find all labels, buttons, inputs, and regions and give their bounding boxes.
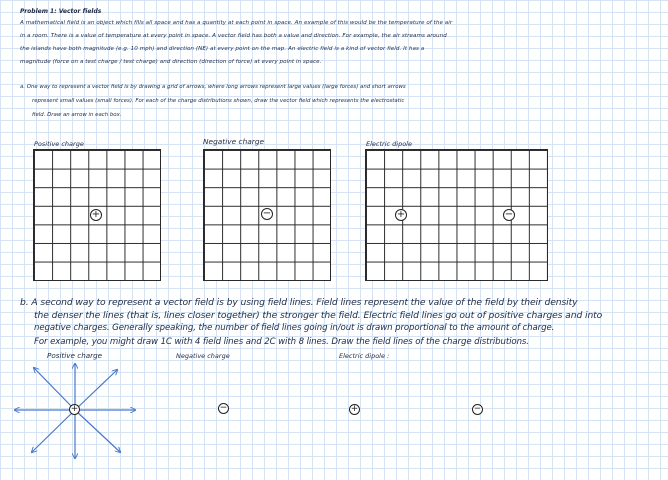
field-lines-positive-charge: + — [70, 404, 79, 414]
field-line-se — [75, 410, 120, 452]
field-line-nw — [34, 368, 75, 410]
grid-dipole-negative-charge: − — [504, 209, 514, 220]
grid-label-negative: Negative charge — [203, 137, 265, 146]
part-b-line-4: For example, you might draw 1C with 4 field lines and 2C with 8 lines. Draw the field lines of the charge distributions. — [34, 337, 529, 347]
field-lines-label-negative: Negative charge — [176, 352, 230, 360]
part-b-line-3: negative charges. Generally speaking, the number of field lines going in/out is drawn proportional to the amount of charge. — [34, 323, 555, 333]
field-line-sw — [32, 410, 75, 452]
part-b-line-1: b. A second way to represent a vector field is by using field lines. Field lines represent the value of the field by their density — [20, 297, 578, 308]
intro-line-2: in a room. There is a value of temperature at every point in space. A vector field has both a value and direction. For example, the air streams around — [20, 33, 447, 39]
part-a-line-3: field. Draw an arrow in each box. — [32, 112, 122, 118]
part-a-line-1: a. One way to represent a vector field is by drawing a grid of arrows, where long arrows represent large values (large forces) and short arrows — [20, 84, 406, 90]
field-lines-dipole-negative-charge: − — [473, 404, 482, 414]
field-lines-label-dipole: Electric dipole : — [339, 352, 390, 360]
intro-line-1: A mathematical field is an object which fills all space and has a quantity at each point in space. An example of this would be the temperature of the air — [20, 20, 453, 26]
field-line-ne — [75, 370, 117, 410]
problem-title: Problem 1: Vector fields — [20, 8, 102, 15]
part-a-line-2: represent small values (small forces). For each of the charge distributions shown, draw the vector field which represents the electrostatic — [32, 98, 405, 104]
field-lines-negative-charge: − — [219, 403, 228, 413]
field-lines-label-positive: Positive charge — [47, 351, 103, 360]
vector-grid-dipole[interactable] — [365, 149, 548, 281]
grid-positive-charge: + — [91, 209, 101, 220]
intro-line-4: magnitude (force on a test charge / test charge) and direction (direction of force) at every point in space. — [20, 59, 322, 65]
field-lines-dipole-positive-charge: + — [350, 404, 359, 414]
part-b-line-2: the denser the lines (that is, lines closer together) the stronger the field. Electric field lines go out of positive charges and into — [34, 310, 603, 321]
grid-label-positive: Positive charge — [34, 140, 84, 148]
intro-line-3: the islands have both magnitude (e.g. 10 mph) and direction (NE) at every point on the map. An electric field is a kind of vector field. It has a — [20, 46, 425, 52]
grid-negative-charge: − — [262, 208, 272, 219]
grid-label-dipole: Electric dipole — [366, 140, 412, 148]
grid-dipole-positive-charge: + — [396, 209, 406, 220]
